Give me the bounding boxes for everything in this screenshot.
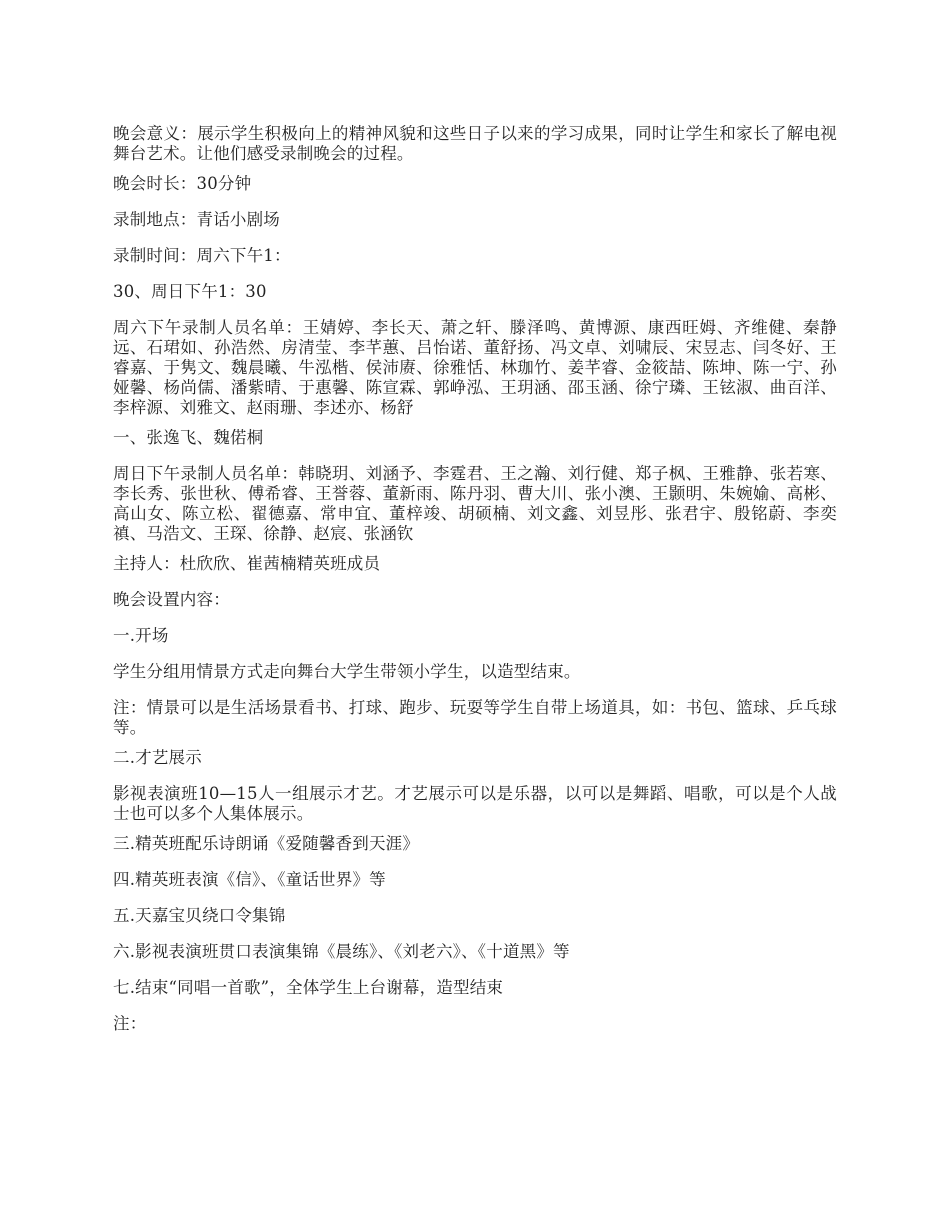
paragraph-section-4: 四.精英班表演《信》、《童话世界》等 [113,870,386,889]
paragraph-section-1-desc: 学生分组用情景方式走向舞台大学生带领小学生，以造型结束。 [113,662,581,681]
paragraph-location: 录制地点：青话小剧场 [113,210,280,229]
paragraph-duration: 晚会时长：30分钟 [113,174,252,193]
paragraph-section-3: 三.精英班配乐诗朗诵《爱随馨香到天涯》 [113,834,420,853]
paragraph-section-6: 六.影视表演班贯口表演集锦《晨练》、《刘老六》、《十道黑》等 [113,942,570,961]
paragraph-final-note: 注： [113,1014,147,1033]
document-body [113,124,837,1050]
paragraph-saturday-list-extra: 一、张逸飞、魏偌桐 [113,428,264,447]
paragraph-saturday-list: 周六下午录制人员名单：王婧婷、李长天、萧之轩、滕泽鸣、黄博源、康西旺姆、齐维健、秦静远、石珺如、孙浩然、房清莹、李芊蕙、吕怡诺、董舒扬、冯文卓、刘啸辰、宋昱志、闫冬好、王睿嘉、于隽文、魏晨曦、牛泓楷、侯沛赓、徐雅恬、林珈竹、姜芊睿、金筱喆、陈坤、陈一宁、孙娅馨、杨尚儒、潘紫晴、于惠馨、陈宣霖、郭峥泓、王玥涵、邵玉涵、徐宁璘、王铉淑、曲百洋、李梓源、刘雅文、赵雨珊、李述亦、杨舒 [113,318,837,417]
paragraph-section-2-desc: 影视表演班10—15人一组展示才艺。才艺展示可以是乐器，以可以是舞蹈、唱歌，可以是个人战士也可以多个人集体展示。 [113,784,837,823]
paragraph-section-1-note: 注：情景可以是生活场景看书、打球、跑步、玩耍等学生自带上场道具，如：书包、篮球、乒乓球等。 [113,698,837,737]
paragraph-section-5: 五.天嘉宝贝绕口令集锦 [113,906,286,925]
paragraph-section-7: 七.结束“同唱一首歌”，全体学生上台谢幕，造型结束 [113,978,504,997]
paragraph-hosts: 主持人：杜欣欣、崔茜楠精英班成员 [113,554,381,573]
paragraph-time-continued: 30、周日下午1：30 [113,282,267,301]
paragraph-section-1: 一.开场 [113,626,169,645]
paragraph-section-2: 二.才艺展示 [113,748,202,767]
paragraph-sunday-list: 周日下午录制人员名单：韩晓玥、刘涵予、李霆君、王之瀚、刘行健、郑子枫、王雅静、张若寒、李长秀、张世秋、傅希睿、王誉蓉、董新雨、陈丹羽、曹大川、张小澳、王颢明、朱婉媮、高彬、高山女、陈立松、翟德嘉、常申宜、董梓竣、胡硕楠、刘文鑫、刘昱彤、张君宇、殷铭蔚、李奕禛、马浩文、王琛、徐静、赵宸、张涵钦 [113,464,837,543]
paragraph-significance: 晚会意义：展示学生积极向上的精神风貌和这些日子以来的学习成果，同时让学生和家长了解电视舞台艺术。让他们感受录制晚会的过程。 [113,124,837,163]
paragraph-program-heading: 晚会设置内容： [113,590,230,609]
paragraph-time: 录制时间：周六下午1： [113,246,291,265]
